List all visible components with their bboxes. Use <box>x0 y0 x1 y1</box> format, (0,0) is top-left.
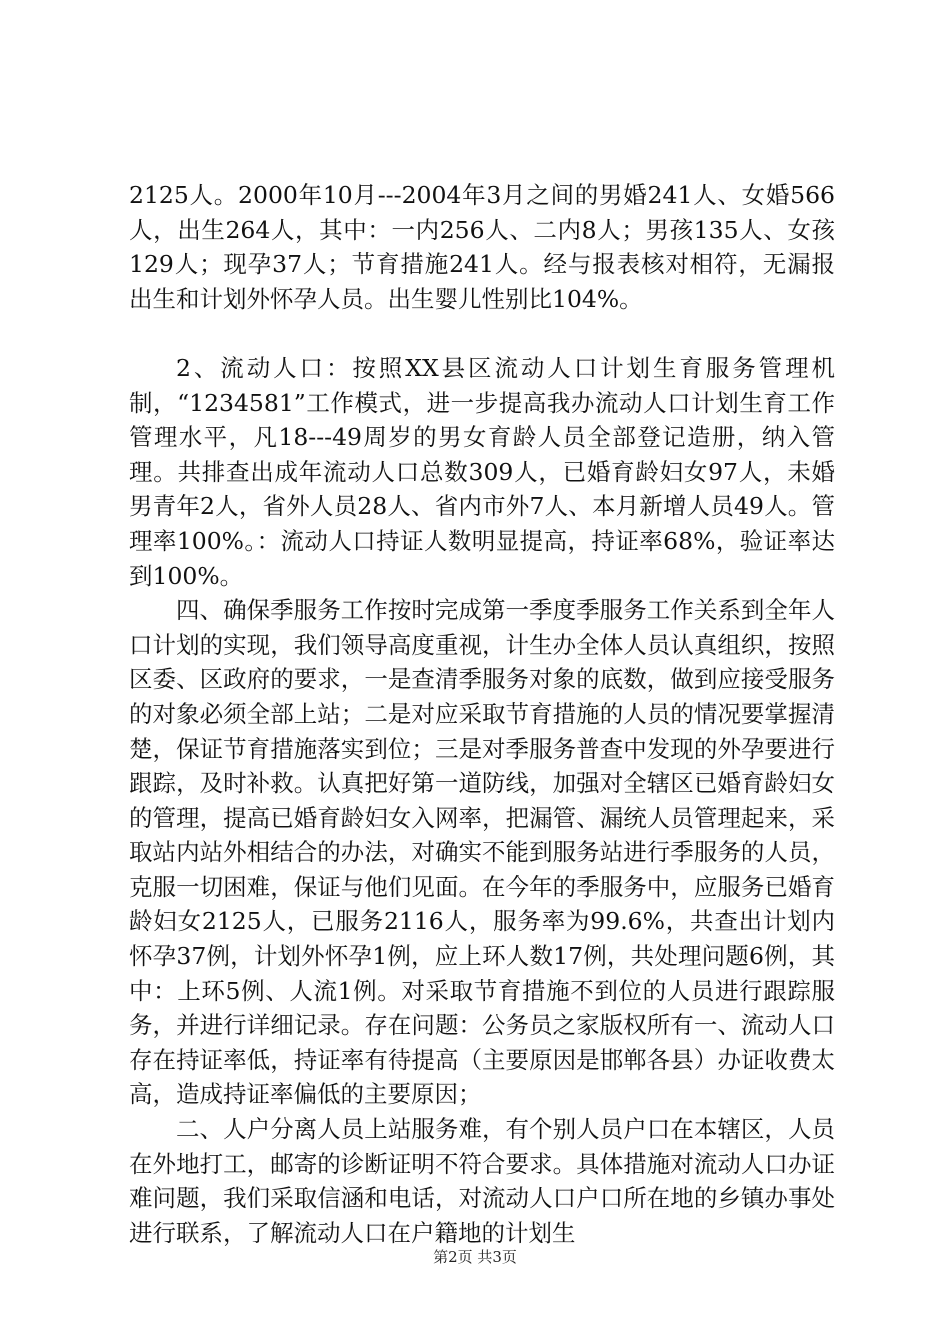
paragraph-separated-households: 二、人户分离人员上站服务难，有个别人员户口在本辖区，人员在外地打工，邮寄的诊断证明不符合要求。具体措施对流动人口办证难问题，我们采取信涵和电话，对流动人口户口所在地的乡镇办事处进行联系，了解流动人口在户籍地的计划生 <box>129 1115 835 1247</box>
paragraph-continuation: 2125人。2000年10月---2004年3月之间的男婚241人、女婚566人，出生264人，其中：一内256人、二内8人；男孩135人、女孩129人；现孕37人；节育措施241人。经与报表核对相符，无漏报出生和计划外怀孕人员。出生婴儿性别比104%。 <box>129 181 835 313</box>
paragraph-floating-population: 2、流动人口：按照XX县区流动人口计划生育服务管理机制，“1234581”工作模式，进一步提高我办流动人口计划生育工作管理水平，凡18---49周岁的男女育龄人员全部登记造册，纳入管理。共排查出成年流动人口总数309人，已婚育龄妇女97人，未婚男青年2人，省外人员28人、省内市外7人、本月新增人员49人。管理率100%。：流动人口持证人数明显提高，持证率68%，验证率达到100%。 <box>129 353 835 590</box>
paragraph-spacer <box>129 316 835 351</box>
document-body <box>129 178 835 1250</box>
paragraph-seasonal-service: 四、确保季服务工作按时完成第一季度季服务工作关系到全年人口计划的实现，我们领导高度重视，计生办全体人员认真组织，按照区委、区政府的要求，一是查清季服务对象的底数，做到应接受服务的对象必须全部上站；二是对应采取节育措施的人员的情况要掌握清楚，保证节育措施落实到位；三是对季服务普查中发现的外孕要进行跟踪，及时补救。认真把好第一道防线，加强对全辖区已婚育龄妇女的管理，提高已婚育龄妇女入网率，把漏管、漏统人员管理起来，采取站内站外相结合的办法，对确实不能到服务站进行季服务的人员，克服一切困难，保证与他们见面。在今年的季服务中，应服务已婚育龄妇女2125人，已服务2116人，服务率为99.6%，共查出计划内怀孕37例，计划外怀孕1例，应上环人数17例，共处理问题6例，其中：上环5例、人流1例。对采取节育措施不到位的人员进行跟踪服务，并进行详细记录。存在问题：公务员之家版权所有一、流动人口存在持证率低，持证率有待提高（主要原因是邯郸各县）办证收费太高，造成持证率偏低的主要原因； <box>129 596 835 1109</box>
page-number-footer: 第2页 共3页 <box>433 1248 517 1266</box>
